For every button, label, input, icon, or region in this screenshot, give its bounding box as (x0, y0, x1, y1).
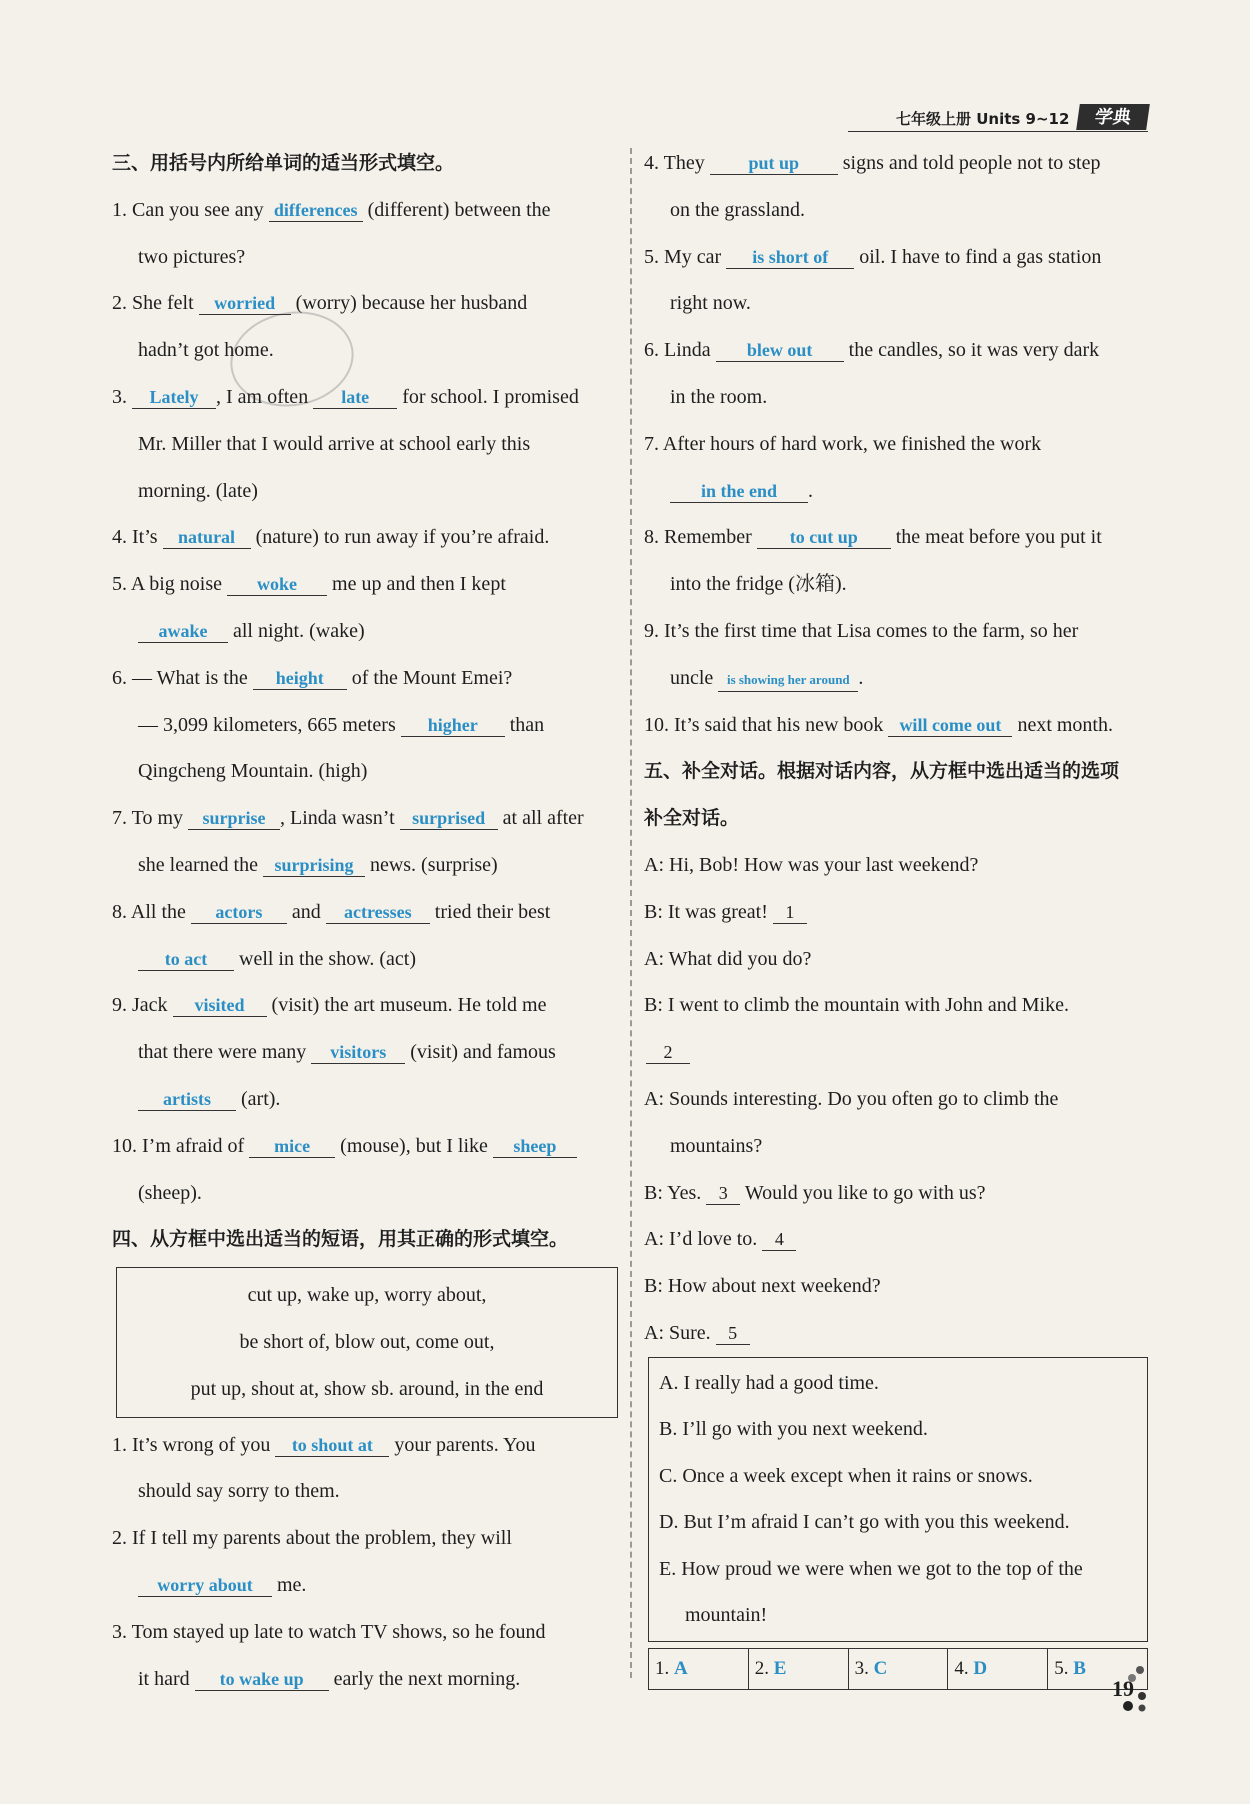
option-a: A. I really had a good time. (659, 1371, 879, 1394)
phrase-box-line: be short of, blow out, come out, (239, 1330, 495, 1353)
s4-q6: 6. Linda blew out the candles, so it was very dark (644, 339, 1100, 362)
s4-q1-cont: should say sorry to them. (138, 1480, 340, 1503)
answer-cell: 4. D (947, 1649, 1047, 1689)
answer-cell: 5. B (1047, 1649, 1147, 1689)
answer-cell: 1. A (655, 1657, 688, 1679)
answer-blank: actresses (326, 901, 430, 924)
s3-q6-cont: — 3,099 kilometers, 665 meters higher than (138, 713, 545, 736)
s3-q8: 8. All the actors and actresses tried their best (112, 900, 551, 923)
section3-title: 三、用括号内所给单词的适当形式填空。 (112, 152, 455, 174)
dialog-line (644, 1029, 1148, 1076)
dialog-line: B: I went to climb the mountain with John and Mike. (644, 994, 1069, 1017)
s3-q1: 1. Can you see any differences (different) between the (112, 198, 551, 221)
s4-q9: 9. It’s the first time that Lisa comes to the farm, so her (644, 619, 1079, 642)
dialog-line: A: Sounds interesting. Do you often go to climb the (644, 1087, 1059, 1110)
right-column (644, 140, 1148, 1690)
s3-q3: 3. Lately , I am often late for school. I promised (112, 385, 579, 408)
dialog-blank: 5 (716, 1322, 750, 1345)
option-c: C. Once a week except when it rains or snows. (659, 1464, 1033, 1487)
s3-q9-cont: that there were many visitors (visit) and famous (138, 1041, 556, 1064)
answer-blank: awake (138, 620, 228, 643)
dialog-line: A: Hi, Bob! How was your last weekend? (644, 853, 979, 876)
dialog-blank: 1 (773, 901, 807, 924)
s3-q7-cont: she learned the surprising news. (surprise) (138, 853, 498, 876)
s4-q5-cont: right now. (670, 292, 751, 315)
s3-q5: 5. A big noise woke me up and then I kept (112, 573, 506, 596)
option-d: D. But I’m afraid I can’t go with you this weekend. (659, 1511, 1070, 1534)
answer-blank: woke (227, 573, 327, 596)
answer-blank: mice (249, 1135, 335, 1158)
answer-blank: late (313, 386, 397, 409)
header-title: 七年级上册 Units 9~12 (896, 110, 1070, 128)
left-column (112, 140, 618, 1702)
s3-q9-cont2: artists (art). (112, 1076, 618, 1123)
s4-q2: 2. If I tell my parents about the problem, they will (112, 1527, 512, 1550)
s4-q1: 1. It’s wrong of you to shout at your parents. You (112, 1433, 536, 1456)
answer-cell: 2. E (748, 1649, 848, 1689)
s4-q8-cont: into the fridge (冰箱). (670, 573, 847, 596)
dialog-line: A: What did you do? (644, 947, 812, 970)
answer-table (648, 1648, 1148, 1690)
s4-q6-cont: in the room. (670, 385, 768, 408)
s3-q10: 10. I’m afraid of mice (mouse), but I like sheep (112, 1123, 618, 1170)
s3-q3-cont2: morning. (late) (138, 479, 258, 502)
answer-blank: height (253, 667, 347, 690)
s4-q3: 3. Tom stayed up late to watch TV shows, so he found (112, 1620, 546, 1643)
answer-blank: will come out (888, 714, 1012, 737)
dialog-line: mountains? (670, 1134, 763, 1157)
dialog-blank: 2 (646, 1041, 690, 1064)
s4-q7-cont: in the end . (644, 468, 1148, 515)
dialog-line: A: Sure. 5 (644, 1310, 1148, 1357)
answer-blank: surprised (400, 807, 498, 830)
option-e: E. How proud we were when we got to the top of the (659, 1557, 1083, 1580)
s3-q10-cont: (sheep). (138, 1181, 202, 1204)
page-number: 19 (1112, 1676, 1134, 1701)
s3-q4: 4. It’s natural (nature) to run away if you’re afraid. (112, 526, 550, 549)
section4-title: 四、从方框中选出适当的短语，用其正确的形式填空。 (112, 1228, 569, 1251)
answer-blank: natural (163, 526, 251, 549)
s4-q2-cont: worry about me. (112, 1562, 618, 1609)
options-box (648, 1357, 1148, 1642)
answer-blank: visited (173, 994, 267, 1017)
dialog-line: B: How about next weekend? (644, 1275, 881, 1298)
answer-blank: to shout at (275, 1434, 389, 1457)
dialog-line: B: Yes. 3 Would you like to go with us? (644, 1181, 986, 1204)
answer-blank: surprising (263, 854, 365, 877)
s4-q4-cont: on the grassland. (670, 198, 805, 221)
phrase-box (116, 1267, 618, 1417)
column-divider (630, 148, 632, 1678)
s4-q7: 7. After hours of hard work, we finished the work (644, 432, 1042, 455)
answer-blank: visitors (311, 1041, 405, 1064)
section5-title-cont: 补全对话。 (644, 807, 740, 830)
s3-q5-cont: awake all night. (wake) (112, 608, 618, 655)
page-header (848, 100, 1148, 134)
dialog-line: B: It was great! 1 (644, 889, 1148, 936)
answer-blank: actors (191, 901, 287, 924)
dialog-line: A: I’d love to. 4 (644, 1216, 1148, 1263)
s3-q6-cont2: Qingcheng Mountain. (high) (138, 760, 368, 783)
answer-blank: is short of (726, 246, 854, 269)
s3-q9: 9. Jack visited (visit) the art museum. He told me (112, 994, 547, 1017)
option-e-cont: mountain! (685, 1604, 768, 1627)
s3-q6: 6. — What is the height of the Mount Emei? (112, 666, 513, 689)
phrase-box-line: cut up, wake up, worry about, (247, 1284, 487, 1307)
s4-q4: 4. They put up signs and told people not to step (644, 152, 1101, 174)
header-rule (848, 131, 1148, 132)
s3-q2-cont: hadn’t got home. (138, 339, 274, 362)
answer-blank: worry about (138, 1574, 272, 1597)
answer-blank: put up (710, 152, 838, 175)
answer-blank: surprise (188, 807, 280, 830)
s3-q7: 7. To my surprise , Linda wasn’t surprised at all after (112, 807, 584, 830)
answer-blank: worried (199, 292, 291, 315)
s4-q8: 8. Remember to cut up the meat before you put it (644, 526, 1102, 549)
answer-blank: differences (269, 199, 363, 222)
answer-blank: in the end (670, 480, 808, 503)
dialog-blank: 3 (706, 1182, 740, 1205)
answer-blank: Lately (132, 386, 216, 409)
s4-q10: 10. It’s said that his new book will come out next month. (644, 713, 1113, 736)
s3-q2: 2. She felt worried (worry) because her husband (112, 292, 528, 315)
s4-q9-cont: uncle is showing her around . (644, 655, 1148, 702)
answer-blank: blew out (716, 339, 844, 362)
section5-title: 五、补全对话。根据对话内容，从方框中选出适当的选项 (644, 760, 1120, 783)
answer-blank: sheep (493, 1135, 577, 1158)
s3-q8-cont: to act well in the show. (act) (112, 936, 618, 983)
dialog-blank: 4 (762, 1228, 796, 1251)
answer-blank: to wake up (195, 1668, 329, 1691)
option-b: B. I’ll go with you next weekend. (659, 1418, 928, 1441)
s3-q3-cont: Mr. Miller that I would arrive at school early this (138, 432, 531, 455)
answer-blank: to cut up (757, 526, 891, 549)
answer-blank: higher (401, 714, 505, 737)
answer-blank: artists (138, 1088, 236, 1111)
s3-q1-cont: two pictures? (138, 245, 246, 268)
brand-logo: 学典 (1076, 104, 1150, 130)
s4-q3-cont: it hard to wake up early the next morning. (138, 1667, 521, 1690)
answer-blank: to act (138, 948, 234, 971)
s4-q5: 5. My car is short of oil. I have to find a gas station (644, 245, 1102, 268)
answer-cell: 3. C (848, 1649, 948, 1689)
phrase-box-line: put up, shout at, show sb. around, in the end (190, 1377, 544, 1400)
answer-blank: is showing her around (718, 669, 858, 692)
